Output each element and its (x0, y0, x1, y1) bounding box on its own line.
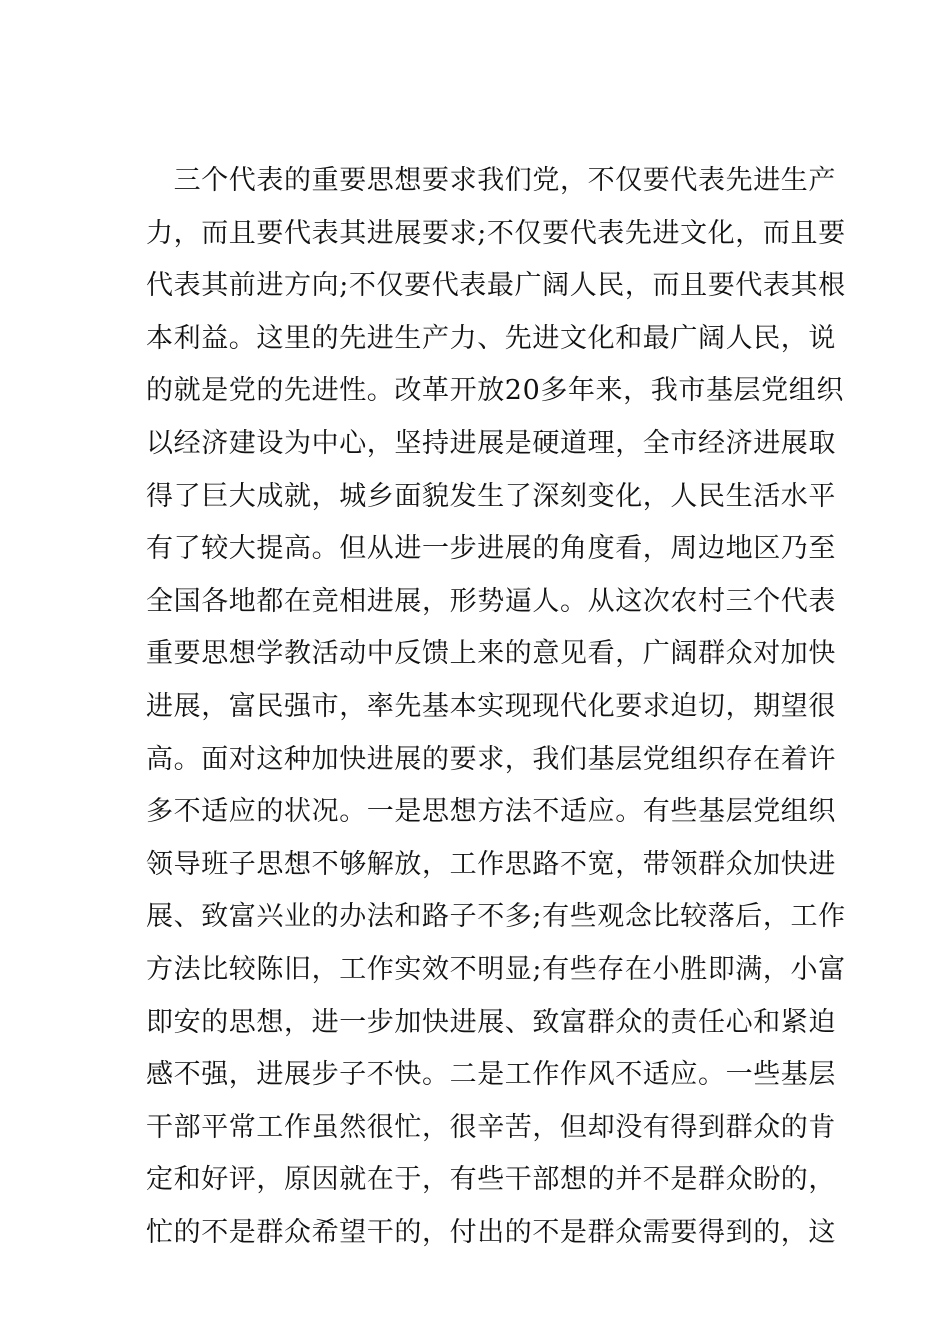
text-line: 得了巨大成就，城乡面貌发生了深刻变化，人民生活水平 (146, 480, 836, 512)
text-line: 以经济建设为中心，坚持进展是硬道理，全市经济进展取 (146, 427, 836, 459)
text-line: 三个代表的重要思想要求我们党，不仅要代表先进生产 (146, 165, 836, 196)
text-line: 多不适应的状况。一是思想方法不适应。有些基层党组织 (146, 796, 836, 828)
text-line: 方法比较陈旧，工作实效不明显;有些存在小胜即满，小富 (146, 953, 846, 985)
text-line: 感不强，进展步子不快。二是工作作风不适应。一些基层 (146, 1059, 836, 1091)
text-line: 忙的不是群众希望干的，付出的不是群众需要得到的，这 (146, 1216, 836, 1248)
text-line: 干部平常工作虽然很忙，很辛苦，但却没有得到群众的肯 (146, 1111, 836, 1143)
text-line: 定和好评，原因就在于，有些干部想的并不是群众盼的， (146, 1164, 836, 1196)
text-line: 高。面对这种加快进展的要求，我们基层党组织存在着许 (146, 743, 836, 775)
text-line: 全国各地都在竞相进展，形势逼人。从这次农村三个代表 (146, 585, 836, 617)
text-line: 进展，富民强市，率先基本实现现代化要求迫切，期望很 (146, 690, 836, 722)
text-line: 代表其前进方向;不仅要代表最广阔人民，而且要代表其根 (146, 270, 846, 302)
body-paragraph (146, 155, 846, 1259)
text-line: 有了较大提高。但从进一步进展的角度看，周边地区乃至 (146, 533, 836, 565)
text-line: 力，而且要代表其进展要求;不仅要代表先进文化，而且要 (146, 217, 846, 249)
text-line: 的就是党的先进性。改革开放20多年来，我市基层党组织 (146, 375, 844, 407)
text-line: 领导班子思想不够解放，工作思路不宽，带领群众加快进 (146, 848, 836, 880)
text-line: 本利益。这里的先进生产力、先进文化和最广阔人民，说 (146, 322, 836, 354)
text-line: 即安的思想，进一步加快进展、致富群众的责任心和紧迫 (146, 1006, 836, 1038)
text-line: 展、致富兴业的办法和路子不多;有些观念比较落后，工作 (146, 901, 846, 933)
text-line: 重要思想学教活动中反馈上来的意见看，广阔群众对加快 (146, 638, 836, 670)
